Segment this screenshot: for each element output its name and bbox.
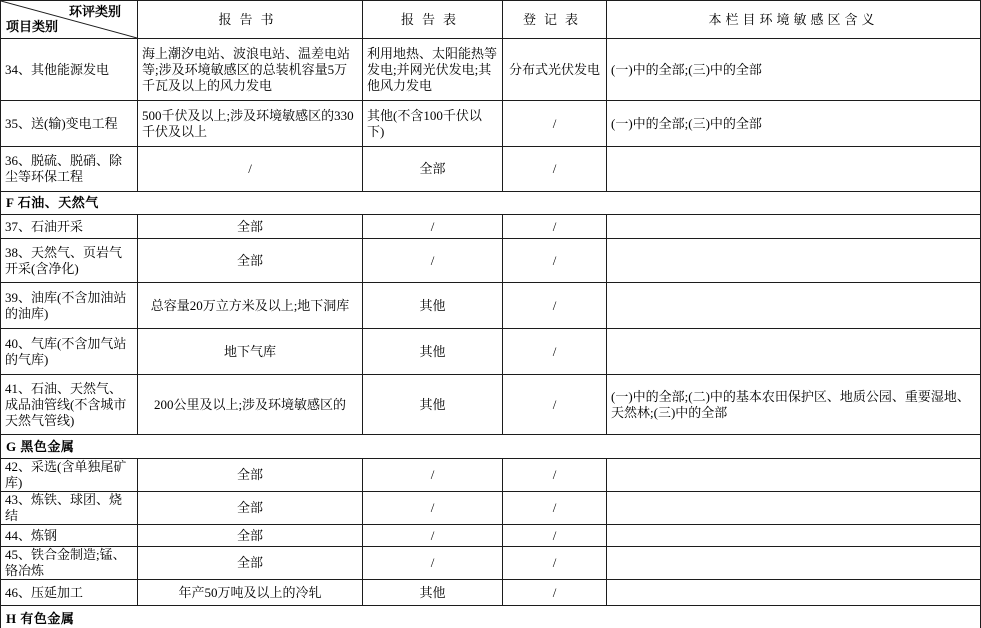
cell-report-form: / [363, 239, 503, 283]
cell-report-book: 年产50万吨及以上的冷轧 [138, 580, 363, 606]
table-row [1, 459, 981, 492]
cell-project-category: 39、油库(不含加油站的油库) [1, 283, 138, 329]
cell-sensitive-meaning [607, 547, 981, 580]
table-body [1, 39, 981, 628]
cell-report-form: 其他 [363, 375, 503, 435]
cell-project-category: 43、炼铁、球团、烧结 [1, 492, 138, 525]
table-row [1, 525, 981, 547]
table-row [1, 492, 981, 525]
header-row [1, 1, 981, 39]
cell-report-form: / [363, 547, 503, 580]
cell-report-book: 全部 [138, 492, 363, 525]
cell-registration-form: / [503, 375, 607, 435]
section-label: G 黑色金属 [1, 435, 981, 459]
table-row [1, 239, 981, 283]
cell-project-category: 40、气库(不含加气站的气库) [1, 329, 138, 375]
cell-sensitive-meaning [607, 283, 981, 329]
cell-registration-form: / [503, 492, 607, 525]
corner-bottom-label: 项目类别 [6, 19, 59, 34]
cell-project-category: 35、送(输)变电工程 [1, 101, 138, 147]
cell-report-form: / [363, 215, 503, 239]
header-report-book: 报告书 [138, 1, 363, 39]
cell-registration-form: / [503, 580, 607, 606]
table-row [1, 547, 981, 580]
cell-project-category: 34、其他能源发电 [1, 39, 138, 101]
cell-registration-form: 分布式光伏发电 [503, 39, 607, 101]
cell-project-category: 36、脱硫、脱硝、除尘等环保工程 [1, 147, 138, 192]
cell-registration-form: / [503, 525, 607, 547]
header-registration-form: 登记表 [503, 1, 607, 39]
cell-registration-form: / [503, 329, 607, 375]
table-row [1, 39, 981, 101]
cell-report-form: 其他 [363, 580, 503, 606]
table-row [1, 329, 981, 375]
cell-sensitive-meaning [607, 525, 981, 547]
cell-report-book: 全部 [138, 239, 363, 283]
cell-report-form: 利用地热、太阳能热等发电;并网光伏发电;其他风力发电 [363, 39, 503, 101]
cell-report-book: 全部 [138, 547, 363, 580]
cell-report-book: 全部 [138, 525, 363, 547]
cell-sensitive-meaning [607, 329, 981, 375]
cell-registration-form: / [503, 101, 607, 147]
cell-project-category: 37、石油开采 [1, 215, 138, 239]
cell-registration-form: / [503, 283, 607, 329]
cell-project-category: 42、采选(含单独尾矿库) [1, 459, 138, 492]
cell-project-category: 44、炼钢 [1, 525, 138, 547]
section-label: H 有色金属 [1, 606, 981, 628]
cell-sensitive-meaning [607, 215, 981, 239]
cell-report-book: 海上潮汐电站、波浪电站、温差电站等;涉及环境敏感区的总装机容量5万千瓦及以上的风力发电 [138, 39, 363, 101]
cell-project-category: 46、压延加工 [1, 580, 138, 606]
cell-registration-form: / [503, 215, 607, 239]
table-row [1, 580, 981, 606]
cell-report-form: / [363, 525, 503, 547]
cell-report-book: / [138, 147, 363, 192]
section-row [1, 192, 981, 215]
cell-sensitive-meaning: (一)中的全部;(二)中的基本农田保护区、地质公园、重要湿地、天然林;(三)中的全部 [607, 375, 981, 435]
cell-report-form: 其他 [363, 329, 503, 375]
cell-project-category: 45、铁合金制造;锰、铬冶炼 [1, 547, 138, 580]
cell-report-form: / [363, 492, 503, 525]
cell-report-book: 500千伏及以上;涉及环境敏感区的330千伏及以上 [138, 101, 363, 147]
cell-project-category: 38、天然气、页岩气开采(含净化) [1, 239, 138, 283]
table-row [1, 147, 981, 192]
table-row [1, 101, 981, 147]
table-row [1, 375, 981, 435]
cell-sensitive-meaning [607, 492, 981, 525]
table-row [1, 215, 981, 239]
corner-header-cell [1, 1, 138, 39]
cell-report-form: / [363, 459, 503, 492]
header-sensitive-meaning: 本栏目环境敏感区含义 [607, 1, 981, 39]
section-row [1, 606, 981, 628]
cell-report-book: 地下气库 [138, 329, 363, 375]
cell-report-book: 总容量20万立方米及以上;地下洞库 [138, 283, 363, 329]
header-report-form: 报告表 [363, 1, 503, 39]
cell-registration-form: / [503, 547, 607, 580]
section-row [1, 435, 981, 459]
cell-sensitive-meaning [607, 239, 981, 283]
cell-report-form: 其他(不含100千伏以下) [363, 101, 503, 147]
cell-registration-form: / [503, 459, 607, 492]
cell-report-book: 全部 [138, 459, 363, 492]
section-label: F 石油、天然气 [1, 192, 981, 215]
cell-registration-form: / [503, 147, 607, 192]
cell-project-category: 41、石油、天然气、成品油管线(不含城市天然气管线) [1, 375, 138, 435]
corner-top-label: 环评类别 [68, 4, 121, 19]
cell-report-book: 全部 [138, 215, 363, 239]
cell-sensitive-meaning [607, 580, 981, 606]
table-row [1, 283, 981, 329]
cell-sensitive-meaning: (一)中的全部;(三)中的全部 [607, 101, 981, 147]
cell-sensitive-meaning [607, 459, 981, 492]
cell-registration-form: / [503, 239, 607, 283]
cell-report-form: 其他 [363, 283, 503, 329]
cell-report-book: 200公里及以上;涉及环境敏感区的 [138, 375, 363, 435]
cell-sensitive-meaning: (一)中的全部;(三)中的全部 [607, 39, 981, 101]
cell-report-form: 全部 [363, 147, 503, 192]
cell-sensitive-meaning [607, 147, 981, 192]
